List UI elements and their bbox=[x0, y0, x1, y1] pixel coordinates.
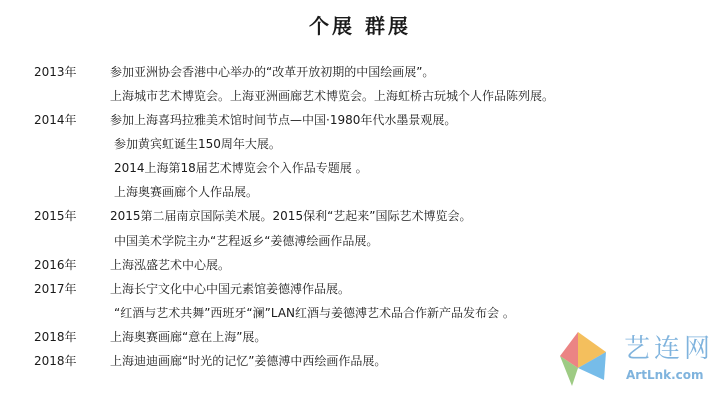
exhibition-line: 2014上海第18届艺术博览会个入作品专题展 。 bbox=[114, 161, 368, 175]
year-2017: 2017年 bbox=[34, 282, 77, 296]
year-2013: 2013年 bbox=[34, 65, 77, 79]
year-2016: 2016年 bbox=[34, 258, 77, 272]
year-2015: 2015年 bbox=[34, 209, 77, 223]
exhibition-line: 上海奥赛画廊“意在上海”展。 bbox=[110, 330, 267, 344]
watermark-name: 艺连网 bbox=[624, 334, 715, 364]
exhibition-line: 2015第二届南京国际美术展。2015保利“艺起来”国际艺术博览会。 bbox=[110, 209, 472, 223]
exhibition-line: 上海长宁文化中心中国元素馆姜德溥作品展。 bbox=[110, 282, 351, 296]
artlnk-logo-icon bbox=[548, 322, 618, 402]
exhibition-line: 上海泓盛艺术中心展。 bbox=[110, 258, 231, 272]
exhibition-line: 上海迪迪画廊“时光的记忆”姜德溥中西绘画作品展。 bbox=[110, 354, 387, 368]
exhibition-line: 参加亚洲协会香港中心举办的“改革开放初期的中国绘画展”。 bbox=[110, 65, 435, 79]
exhibition-line: 参加黄宾虹诞生150周年大展。 bbox=[114, 137, 281, 151]
watermark bbox=[548, 322, 716, 402]
page-title: 个展 群展 bbox=[309, 14, 411, 38]
exhibition-line: 上海奥赛画廊个人作品展。 bbox=[114, 185, 259, 199]
exhibition-line: 中国美术学院主办“艺程返乡“姜德溥绘画作品展。 bbox=[114, 234, 379, 248]
year-2014: 2014年 bbox=[34, 113, 77, 127]
watermark-url: ArtLnk.com bbox=[626, 368, 704, 382]
year-2018-second: 2018年 bbox=[34, 354, 77, 368]
exhibition-line: 参加上海喜玛拉雅美术馆时间节点—中国·1980年代水墨景观展。 bbox=[110, 113, 457, 127]
exhibition-line: 上海城市艺术博览会。上海亚洲画廊艺术博览会。上海虹桥古玩城个人作品陈列展。 bbox=[110, 89, 555, 103]
year-2018: 2018年 bbox=[34, 330, 77, 344]
exhibition-line: “红酒与艺术共舞”西班牙“澜”LAN红酒与姜德溥艺术品合作新产品发布会 。 bbox=[114, 306, 515, 320]
